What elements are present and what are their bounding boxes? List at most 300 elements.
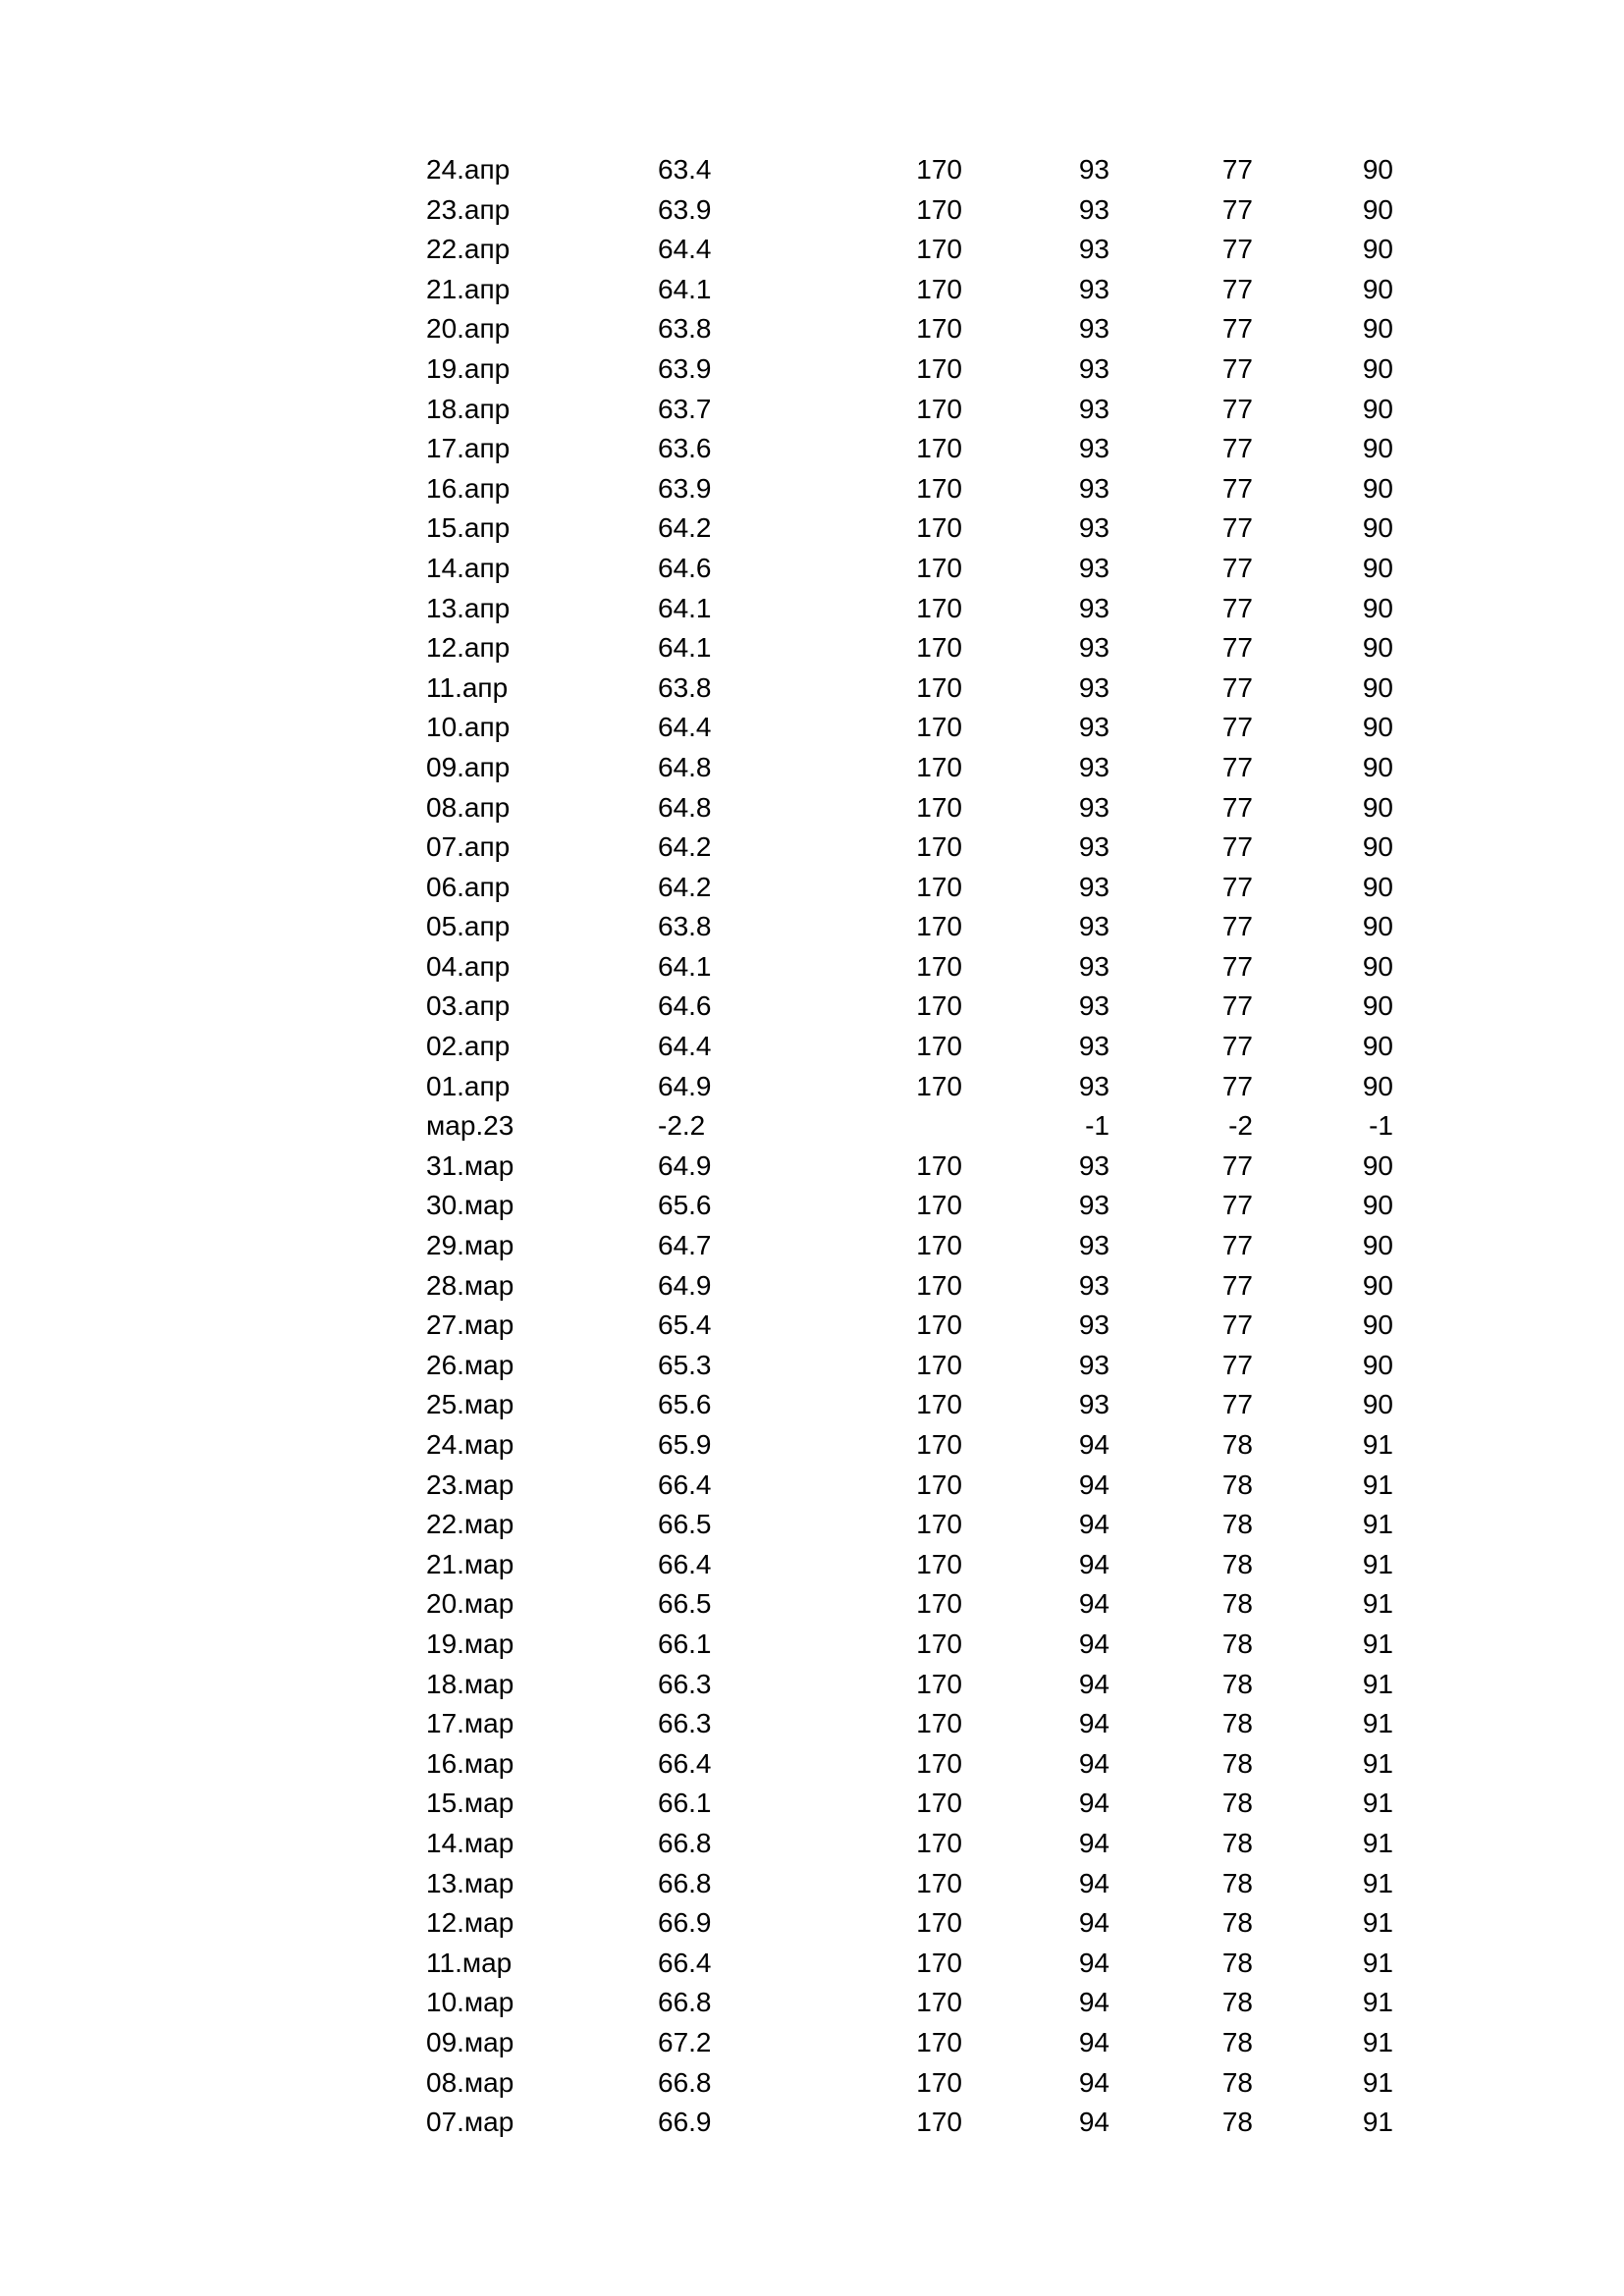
- weight-cell: 63.9: [658, 193, 712, 225]
- table-row: [426, 1425, 1393, 1466]
- value-2-cell: 77: [1221, 950, 1253, 982]
- table-row: [426, 868, 1393, 908]
- height-cell: 170: [916, 552, 962, 583]
- weight-cell: 66.1: [658, 1628, 712, 1659]
- table-row: [426, 1346, 1393, 1386]
- height-cell: 170: [916, 592, 962, 623]
- value-2-cell: 77: [1221, 433, 1253, 464]
- value-3-cell: 91: [1362, 1468, 1393, 1500]
- table-row: [426, 589, 1393, 629]
- value-2-cell: 77: [1221, 1269, 1253, 1301]
- height-cell: 170: [916, 1349, 962, 1380]
- table-row: [426, 1266, 1393, 1307]
- weight-cell: 63.8: [658, 313, 712, 345]
- weight-cell: 63.8: [658, 671, 712, 703]
- table-row: [426, 1186, 1393, 1226]
- date-cell: 20.апр: [426, 313, 511, 345]
- date-cell: 09.мар: [426, 2026, 514, 2057]
- value-3-cell: 90: [1362, 911, 1393, 942]
- table-row: [426, 1106, 1393, 1147]
- table-row: [426, 1744, 1393, 1785]
- date-cell: 13.апр: [426, 592, 511, 623]
- date-cell: 05.апр: [426, 911, 511, 942]
- value-2-cell: 78: [1221, 1668, 1253, 1699]
- value-1-cell: 93: [1078, 433, 1110, 464]
- table-row: [426, 628, 1393, 668]
- value-3-cell: 90: [1362, 990, 1393, 1022]
- date-cell: 12.апр: [426, 632, 511, 664]
- value-1-cell: 94: [1078, 1788, 1110, 1819]
- value-1-cell: 93: [1078, 911, 1110, 942]
- date-cell: 09.апр: [426, 751, 511, 782]
- value-1-cell: 93: [1078, 1309, 1110, 1341]
- value-2-cell: 77: [1221, 273, 1253, 304]
- height-cell: 170: [916, 234, 962, 265]
- weight-cell: 64.1: [658, 950, 712, 982]
- value-1-cell: 93: [1078, 472, 1110, 504]
- weight-cell: 64.4: [658, 1031, 712, 1062]
- value-2-cell: 77: [1221, 1230, 1253, 1261]
- weight-cell: 64.4: [658, 234, 712, 265]
- date-cell: 18.апр: [426, 393, 511, 424]
- weight-cell: 64.2: [658, 831, 712, 863]
- value-2-cell: 77: [1221, 1031, 1253, 1062]
- date-cell: 10.апр: [426, 712, 511, 743]
- value-2-cell: 78: [1221, 1468, 1253, 1500]
- table-row: [426, 1903, 1393, 1944]
- date-cell: 11.апр: [426, 671, 509, 703]
- value-3-cell: 91: [1362, 1668, 1393, 1699]
- date-cell: 15.апр: [426, 512, 511, 544]
- weight-cell: 66.3: [658, 1668, 712, 1699]
- weight-cell: 66.5: [658, 1509, 712, 1540]
- date-cell: 12.мар: [426, 1907, 514, 1939]
- value-1-cell: -1: [1085, 1110, 1110, 1142]
- table-row: [426, 270, 1393, 310]
- date-cell: 24.мар: [426, 1429, 514, 1460]
- value-3-cell: 90: [1362, 1031, 1393, 1062]
- value-2-cell: 77: [1221, 791, 1253, 823]
- table-row: [426, 1864, 1393, 1904]
- weight-cell: 66.8: [658, 1867, 712, 1898]
- date-cell: 19.мар: [426, 1628, 514, 1659]
- height-cell: 170: [916, 1190, 962, 1221]
- value-1-cell: 93: [1078, 751, 1110, 782]
- height-cell: 170: [916, 1269, 962, 1301]
- value-2-cell: 77: [1221, 352, 1253, 384]
- value-3-cell: -1: [1369, 1110, 1393, 1142]
- weight-cell: 63.7: [658, 393, 712, 424]
- value-2-cell: 78: [1221, 1907, 1253, 1939]
- table-row: [426, 508, 1393, 549]
- value-1-cell: 93: [1078, 871, 1110, 902]
- date-cell: 20.мар: [426, 1588, 514, 1620]
- weight-cell: 66.1: [658, 1788, 712, 1819]
- value-3-cell: 90: [1362, 352, 1393, 384]
- value-3-cell: 90: [1362, 273, 1393, 304]
- value-3-cell: 91: [1362, 1588, 1393, 1620]
- value-1-cell: 94: [1078, 1907, 1110, 1939]
- height-cell: 170: [916, 1668, 962, 1699]
- date-cell: 06.апр: [426, 871, 511, 902]
- value-1-cell: 94: [1078, 1429, 1110, 1460]
- value-1-cell: 93: [1078, 1269, 1110, 1301]
- date-cell: 29.мар: [426, 1230, 514, 1261]
- height-cell: 170: [916, 1588, 962, 1620]
- value-3-cell: 90: [1362, 592, 1393, 623]
- value-1-cell: 94: [1078, 1947, 1110, 1978]
- table-row: [426, 1505, 1393, 1545]
- height-cell: 170: [916, 1708, 962, 1739]
- height-cell: 170: [916, 911, 962, 942]
- value-3-cell: 90: [1362, 671, 1393, 703]
- table-row: [426, 390, 1393, 430]
- height-cell: 170: [916, 1548, 962, 1579]
- table-row: [426, 1466, 1393, 1506]
- table-row: [426, 429, 1393, 469]
- weight-cell: 67.2: [658, 2026, 712, 2057]
- height-cell: 170: [916, 1389, 962, 1420]
- table-row: [426, 2023, 1393, 2063]
- value-1-cell: 94: [1078, 1747, 1110, 1779]
- value-1-cell: 93: [1078, 393, 1110, 424]
- weight-cell: 63.4: [658, 154, 712, 185]
- value-2-cell: 78: [1221, 1867, 1253, 1898]
- date-cell: 22.апр: [426, 234, 511, 265]
- value-3-cell: 90: [1362, 791, 1393, 823]
- table-row: [426, 190, 1393, 231]
- value-1-cell: 93: [1078, 831, 1110, 863]
- date-cell: 14.мар: [426, 1827, 514, 1858]
- weight-cell: 64.2: [658, 512, 712, 544]
- value-1-cell: 94: [1078, 1509, 1110, 1540]
- value-2-cell: 77: [1221, 632, 1253, 664]
- height-cell: 170: [916, 313, 962, 345]
- value-3-cell: 90: [1362, 193, 1393, 225]
- height-cell: 170: [916, 1947, 962, 1978]
- value-3-cell: 90: [1362, 1389, 1393, 1420]
- table-row: [426, 1784, 1393, 1824]
- height-cell: 170: [916, 193, 962, 225]
- date-cell: 17.апр: [426, 433, 511, 464]
- value-1-cell: 93: [1078, 791, 1110, 823]
- value-3-cell: 90: [1362, 632, 1393, 664]
- table-row: [426, 828, 1393, 868]
- table-row: [426, 1824, 1393, 1864]
- height-cell: 170: [916, 831, 962, 863]
- weight-cell: 64.7: [658, 1230, 712, 1261]
- weight-cell: 66.9: [658, 2107, 712, 2138]
- value-1-cell: 94: [1078, 2026, 1110, 2057]
- height-cell: 170: [916, 632, 962, 664]
- weight-cell: 66.4: [658, 1468, 712, 1500]
- height-cell: 170: [916, 751, 962, 782]
- height-cell: 170: [916, 1867, 962, 1898]
- date-cell: 07.мар: [426, 2107, 514, 2138]
- value-2-cell: 77: [1221, 871, 1253, 902]
- value-2-cell: 77: [1221, 671, 1253, 703]
- weight-cell: 66.8: [658, 1987, 712, 2018]
- date-cell: 30.мар: [426, 1190, 514, 1221]
- value-3-cell: 90: [1362, 1230, 1393, 1261]
- height-cell: 170: [916, 1747, 962, 1779]
- value-1-cell: 94: [1078, 2066, 1110, 2098]
- value-2-cell: -2: [1228, 1110, 1253, 1142]
- table-row: [426, 2103, 1393, 2143]
- table-row: [426, 230, 1393, 270]
- table-row: [426, 748, 1393, 788]
- value-1-cell: 93: [1078, 1031, 1110, 1062]
- table-row: [426, 1226, 1393, 1266]
- date-cell: 23.апр: [426, 193, 511, 225]
- height-cell: 170: [916, 472, 962, 504]
- value-2-cell: 77: [1221, 193, 1253, 225]
- table-row: [426, 1983, 1393, 2023]
- height-cell: [854, 1106, 962, 1147]
- value-3-cell: 90: [1362, 313, 1393, 345]
- date-cell: 15.мар: [426, 1788, 514, 1819]
- table-row: [426, 1545, 1393, 1585]
- date-cell: 24.апр: [426, 154, 511, 185]
- date-cell: 16.мар: [426, 1747, 514, 1779]
- value-3-cell: 90: [1362, 751, 1393, 782]
- weight-cell: 66.4: [658, 1747, 712, 1779]
- table-row: [426, 1147, 1393, 1187]
- weight-cell: 66.8: [658, 1827, 712, 1858]
- weight-cell: -2.2: [658, 1110, 706, 1142]
- table-row: [426, 987, 1393, 1027]
- value-3-cell: 90: [1362, 234, 1393, 265]
- date-cell: 21.апр: [426, 273, 511, 304]
- value-1-cell: 93: [1078, 712, 1110, 743]
- date-cell: 11.мар: [426, 1947, 513, 1978]
- height-cell: 170: [916, 1149, 962, 1181]
- value-2-cell: 78: [1221, 2107, 1253, 2138]
- value-2-cell: 77: [1221, 1309, 1253, 1341]
- value-2-cell: 77: [1221, 552, 1253, 583]
- value-1-cell: 94: [1078, 1867, 1110, 1898]
- table-row: [426, 309, 1393, 349]
- date-cell: 23.мар: [426, 1468, 514, 1500]
- value-1-cell: 93: [1078, 1349, 1110, 1380]
- height-cell: 170: [916, 791, 962, 823]
- weight-cell: 64.6: [658, 552, 712, 583]
- height-cell: 170: [916, 154, 962, 185]
- value-3-cell: 90: [1362, 1070, 1393, 1101]
- value-2-cell: 77: [1221, 592, 1253, 623]
- value-2-cell: 77: [1221, 831, 1253, 863]
- value-3-cell: 90: [1362, 950, 1393, 982]
- value-3-cell: 91: [1362, 1708, 1393, 1739]
- height-cell: 170: [916, 433, 962, 464]
- value-2-cell: 77: [1221, 751, 1253, 782]
- value-3-cell: 91: [1362, 1867, 1393, 1898]
- value-1-cell: 93: [1078, 632, 1110, 664]
- value-1-cell: 93: [1078, 512, 1110, 544]
- date-cell: 21.мар: [426, 1548, 514, 1579]
- height-cell: 170: [916, 352, 962, 384]
- value-3-cell: 91: [1362, 1827, 1393, 1858]
- value-1-cell: 93: [1078, 154, 1110, 185]
- value-2-cell: 77: [1221, 154, 1253, 185]
- value-1-cell: 94: [1078, 2107, 1110, 2138]
- date-cell: 10.мар: [426, 1987, 514, 2018]
- value-3-cell: 91: [1362, 1628, 1393, 1659]
- value-2-cell: 77: [1221, 990, 1253, 1022]
- value-3-cell: 91: [1362, 1907, 1393, 1939]
- value-2-cell: 78: [1221, 1827, 1253, 1858]
- height-cell: 170: [916, 2026, 962, 2057]
- value-1-cell: 93: [1078, 273, 1110, 304]
- weight-cell: 63.9: [658, 472, 712, 504]
- weight-cell: 63.8: [658, 911, 712, 942]
- height-cell: 170: [916, 1907, 962, 1939]
- value-1-cell: 93: [1078, 193, 1110, 225]
- value-3-cell: 91: [1362, 2066, 1393, 2098]
- value-2-cell: 77: [1221, 1190, 1253, 1221]
- table-row: [426, 549, 1393, 589]
- table-row: [426, 1067, 1393, 1107]
- height-cell: 170: [916, 1628, 962, 1659]
- value-2-cell: 77: [1221, 234, 1253, 265]
- date-cell: 17.мар: [426, 1708, 514, 1739]
- date-cell: 31.мар: [426, 1149, 514, 1181]
- table-row: [426, 1385, 1393, 1425]
- weight-cell: 65.9: [658, 1429, 712, 1460]
- value-2-cell: 77: [1221, 911, 1253, 942]
- weight-cell: 64.1: [658, 592, 712, 623]
- date-cell: 07.апр: [426, 831, 511, 863]
- value-1-cell: 93: [1078, 1230, 1110, 1261]
- value-1-cell: 94: [1078, 1628, 1110, 1659]
- weight-cell: 65.6: [658, 1389, 712, 1420]
- value-2-cell: 77: [1221, 1149, 1253, 1181]
- value-3-cell: 91: [1362, 2026, 1393, 2057]
- weight-cell: 64.8: [658, 791, 712, 823]
- weight-cell: 64.6: [658, 990, 712, 1022]
- date-cell: 28.мар: [426, 1269, 514, 1301]
- value-2-cell: 78: [1221, 1548, 1253, 1579]
- table-row: [426, 2063, 1393, 2104]
- height-cell: 170: [916, 871, 962, 902]
- value-1-cell: 93: [1078, 990, 1110, 1022]
- height-cell: 170: [916, 512, 962, 544]
- table-row: [426, 150, 1393, 190]
- value-1-cell: 93: [1078, 352, 1110, 384]
- weight-cell: 64.1: [658, 273, 712, 304]
- weight-cell: 64.8: [658, 751, 712, 782]
- table-row: [426, 708, 1393, 748]
- value-3-cell: 91: [1362, 1548, 1393, 1579]
- table-row: [426, 469, 1393, 509]
- value-1-cell: 93: [1078, 313, 1110, 345]
- date-cell: 01.апр: [426, 1070, 511, 1101]
- value-3-cell: 91: [1362, 1947, 1393, 1978]
- weight-cell: 64.1: [658, 632, 712, 664]
- weight-cell: 64.9: [658, 1070, 712, 1101]
- table-row: [426, 1944, 1393, 1984]
- value-1-cell: 93: [1078, 552, 1110, 583]
- value-3-cell: 91: [1362, 1509, 1393, 1540]
- weight-cell: 64.2: [658, 871, 712, 902]
- value-2-cell: 78: [1221, 1947, 1253, 1978]
- height-cell: 170: [916, 1429, 962, 1460]
- measurements-table: [426, 150, 1393, 2143]
- value-2-cell: 77: [1221, 472, 1253, 504]
- weight-cell: 66.3: [658, 1708, 712, 1739]
- value-1-cell: 93: [1078, 1149, 1110, 1181]
- height-cell: 170: [916, 393, 962, 424]
- date-cell: 08.мар: [426, 2066, 514, 2098]
- height-cell: 170: [916, 990, 962, 1022]
- value-2-cell: 77: [1221, 712, 1253, 743]
- value-3-cell: 91: [1362, 1788, 1393, 1819]
- value-3-cell: 91: [1362, 1747, 1393, 1779]
- date-cell: 27.мар: [426, 1309, 514, 1341]
- height-cell: 170: [916, 1827, 962, 1858]
- value-2-cell: 78: [1221, 1747, 1253, 1779]
- weight-cell: 63.9: [658, 352, 712, 384]
- date-cell: 14.апр: [426, 552, 511, 583]
- weight-cell: 64.4: [658, 712, 712, 743]
- table-body: [426, 150, 1393, 2143]
- value-3-cell: 90: [1362, 831, 1393, 863]
- value-3-cell: 90: [1362, 1269, 1393, 1301]
- date-cell: мар.23: [426, 1110, 514, 1142]
- height-cell: 170: [916, 1070, 962, 1101]
- value-1-cell: 93: [1078, 592, 1110, 623]
- value-2-cell: 78: [1221, 2066, 1253, 2098]
- value-3-cell: 91: [1362, 1429, 1393, 1460]
- value-3-cell: 91: [1362, 2107, 1393, 2138]
- date-cell: 02.апр: [426, 1031, 511, 1062]
- weight-cell: 66.5: [658, 1588, 712, 1620]
- height-cell: 170: [916, 1788, 962, 1819]
- date-cell: 13.мар: [426, 1867, 514, 1898]
- value-1-cell: 94: [1078, 1588, 1110, 1620]
- weight-cell: 66.8: [658, 2066, 712, 2098]
- height-cell: 170: [916, 273, 962, 304]
- table-row: [426, 1704, 1393, 1744]
- table-row: [426, 349, 1393, 390]
- height-cell: 170: [916, 1468, 962, 1500]
- value-2-cell: 78: [1221, 2026, 1253, 2057]
- date-cell: 18.мар: [426, 1668, 514, 1699]
- height-cell: 170: [916, 1031, 962, 1062]
- value-1-cell: 94: [1078, 1827, 1110, 1858]
- table-row: [426, 1665, 1393, 1705]
- table-row: [426, 907, 1393, 947]
- value-2-cell: 77: [1221, 512, 1253, 544]
- value-2-cell: 78: [1221, 1708, 1253, 1739]
- value-2-cell: 77: [1221, 1070, 1253, 1101]
- value-3-cell: 90: [1362, 512, 1393, 544]
- value-1-cell: 94: [1078, 1468, 1110, 1500]
- weight-cell: 66.4: [658, 1548, 712, 1579]
- height-cell: 170: [916, 671, 962, 703]
- value-3-cell: 90: [1362, 552, 1393, 583]
- value-1-cell: 94: [1078, 1987, 1110, 2018]
- table-row: [426, 947, 1393, 988]
- value-1-cell: 93: [1078, 671, 1110, 703]
- date-cell: 22.мар: [426, 1509, 514, 1540]
- table-row: [426, 1625, 1393, 1665]
- weight-cell: 66.9: [658, 1907, 712, 1939]
- date-cell: 04.апр: [426, 950, 511, 982]
- date-cell: 26.мар: [426, 1349, 514, 1380]
- weight-cell: 63.6: [658, 433, 712, 464]
- value-3-cell: 90: [1362, 1349, 1393, 1380]
